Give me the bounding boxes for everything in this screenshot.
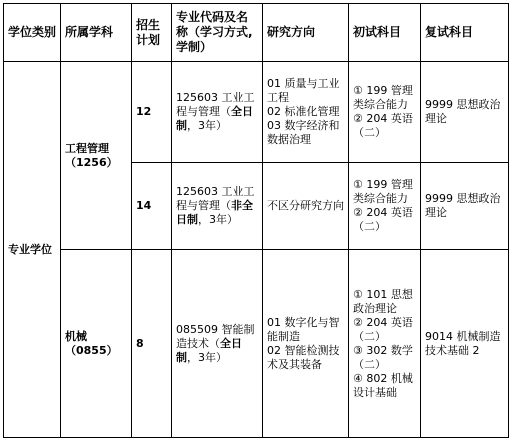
major-duration: ，3年）	[187, 119, 227, 132]
direction-item: 01 质量与工业工程	[267, 77, 340, 104]
header-reexam: 复试科目	[421, 4, 509, 62]
major-duration: ，3年）	[187, 350, 227, 364]
exam-item: ② 204 英语（二）	[353, 315, 413, 343]
quota-value: 8	[136, 336, 144, 350]
direction-item: 02 智能检测技术及其装备	[267, 343, 340, 371]
degree-category: 专业学位	[8, 242, 52, 256]
header-major: 专业代码及名称（学习方式,学制）	[172, 4, 263, 62]
header-category: 学位类别	[4, 4, 61, 62]
direction-cell	[263, 62, 349, 163]
exam-cell	[349, 250, 421, 438]
exam-item: ② 204 英语（二）	[353, 112, 413, 139]
direction-cell	[263, 163, 349, 250]
major-text: 125603 工业工程与管理（	[176, 185, 255, 212]
major-cell	[172, 163, 263, 250]
exam-item: ④ 802 机械设计基础	[353, 371, 413, 399]
exam-cell	[349, 62, 421, 163]
major-text: 125603 工业工程与管理（	[176, 91, 255, 118]
exam-item: ① 199 管理类综合能力	[353, 84, 413, 111]
direction-cell	[263, 250, 349, 438]
study-mode: 全日制	[176, 336, 242, 364]
major-cell	[172, 250, 263, 438]
exam-item: ② 204 英语（二）	[353, 206, 413, 233]
discipline-cell	[61, 250, 132, 438]
reexam-item: 9999 思想政治理论	[425, 192, 501, 219]
admission-table	[3, 3, 509, 438]
exam-item: ① 101 思想政治理论	[353, 287, 413, 315]
quota-value: 14	[136, 199, 152, 212]
reexam-item: 9014 机械制造技术基础 2	[425, 329, 501, 357]
exam-cell	[349, 163, 421, 250]
header-row	[4, 4, 509, 62]
exam-item: ① 199 管理类综合能力	[353, 178, 413, 205]
quota-cell	[132, 163, 172, 250]
discipline-name: 工程管理	[65, 141, 109, 155]
table-row	[4, 250, 509, 438]
quota-cell	[132, 250, 172, 438]
discipline-code: （0855）	[65, 343, 118, 357]
table-row	[4, 62, 509, 163]
header-quota: 招生计划	[132, 4, 172, 62]
direction-item: 不区分研究方向	[267, 199, 344, 212]
reexam-item: 9999 思想政治理论	[425, 98, 501, 125]
degree-category-cell	[4, 62, 61, 438]
header-direction: 研究方向	[263, 4, 349, 62]
discipline-cell	[61, 62, 132, 250]
header-exam: 初试科目	[349, 4, 421, 62]
study-mode: 全日制	[176, 105, 253, 132]
discipline-name: 机械	[65, 329, 87, 343]
exam-item: ③ 302 数学（二）	[353, 343, 413, 371]
direction-item: 02 标准化管理	[267, 105, 340, 118]
major-text: 085509 智能制造技术（	[176, 322, 255, 350]
reexam-cell	[421, 62, 509, 163]
major-duration: ，3年）	[198, 213, 238, 226]
reexam-cell	[421, 250, 509, 438]
major-cell	[172, 62, 263, 163]
direction-item: 01 数字化与智能制造	[267, 315, 340, 343]
quota-cell	[132, 62, 172, 163]
study-mode: 非全日制	[176, 199, 253, 226]
direction-item: 03 数字经济和数据治理	[267, 119, 340, 146]
discipline-code: （1256）	[65, 155, 118, 169]
header-discipline: 所属学科	[61, 4, 132, 62]
quota-value: 12	[136, 105, 152, 118]
reexam-cell	[421, 163, 509, 250]
